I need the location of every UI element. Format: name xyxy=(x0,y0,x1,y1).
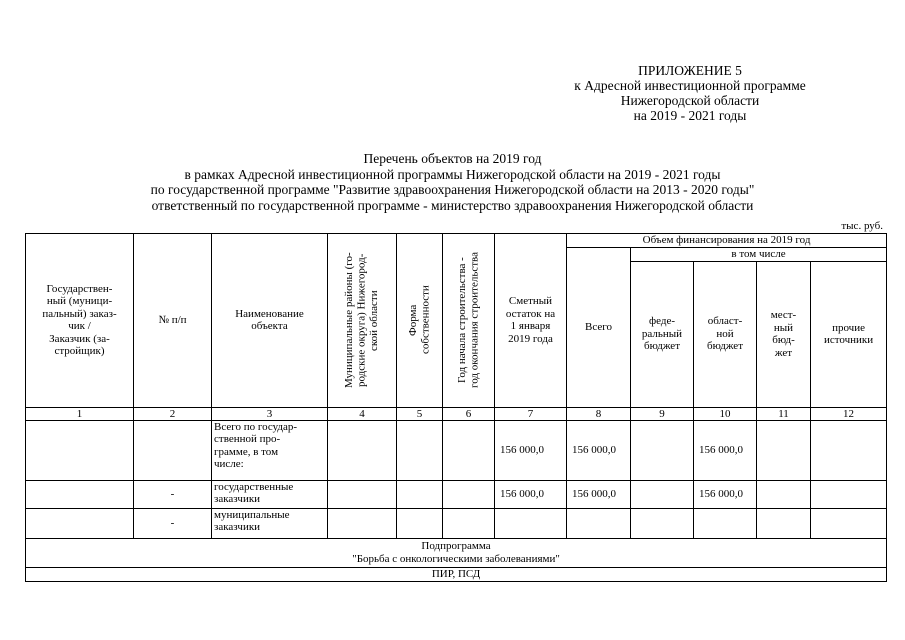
col-num-9: 9 xyxy=(631,407,694,420)
units-label: тыс. руб. xyxy=(841,220,883,232)
document-title xyxy=(40,151,865,213)
cell-customer xyxy=(26,480,134,508)
subprogram-line-2: "Борьба с онкологическими заболеваниями" xyxy=(352,552,560,565)
header-name: Наименование объекта xyxy=(212,234,328,408)
header-total: Всего xyxy=(567,247,631,407)
cell-federal xyxy=(631,508,694,538)
title-line-3: по государственной программе "Развитие здравоохранения Нижегородской области на 2013 - 2020 годы" xyxy=(150,182,755,197)
cell-years xyxy=(443,480,495,508)
cell-ownership xyxy=(397,480,443,508)
table-row xyxy=(26,420,887,480)
col-num-3: 3 xyxy=(212,407,328,420)
cell-name: государственные заказчики xyxy=(212,480,328,508)
subprogram-row xyxy=(26,538,887,567)
cell-customer xyxy=(26,508,134,538)
cell-regional: 156 000,0 xyxy=(694,480,757,508)
header-years: Год начала строительства - год окончания строительства xyxy=(443,234,495,408)
subprogram-heading xyxy=(26,538,887,567)
cell-district xyxy=(328,508,397,538)
appendix-line-3: Нижегородской области xyxy=(620,93,760,108)
cell-federal xyxy=(631,480,694,508)
cell-ownership xyxy=(397,420,443,480)
header-regional: област- ной бюджет xyxy=(694,261,757,407)
cell-name: Всего по государ- ственной про- грамме, в том числе: xyxy=(212,420,328,480)
col-num-11: 11 xyxy=(757,407,811,420)
cell-customer xyxy=(26,420,134,480)
col-num-8: 8 xyxy=(567,407,631,420)
appendix-line-1: ПРИЛОЖЕНИЕ 5 xyxy=(638,63,742,78)
header-financing: Объем финансирования на 2019 год xyxy=(567,234,887,248)
cell-local xyxy=(757,420,811,480)
cell-local xyxy=(757,508,811,538)
cell-total: 156 000,0 xyxy=(567,480,631,508)
cell-years xyxy=(443,508,495,538)
header-ownership: Форма собственности xyxy=(397,234,443,408)
col-num-5: 5 xyxy=(397,407,443,420)
header-balance: Сметный остаток на 1 января 2019 года xyxy=(495,234,567,408)
cell-total xyxy=(567,508,631,538)
cell-name: муниципальные заказчики xyxy=(212,508,328,538)
cell-district xyxy=(328,420,397,480)
title-line-2: в рамках Адресной инвестиционной программы Нижегородской области на 2019 - 2021 годы xyxy=(184,166,721,182)
cell-other xyxy=(811,480,887,508)
header-row-1 xyxy=(26,234,887,248)
cell-other xyxy=(811,508,887,538)
col-num-4: 4 xyxy=(328,407,397,420)
cell-balance: 156 000,0 xyxy=(495,480,567,508)
col-num-7: 7 xyxy=(495,407,567,420)
cell-federal xyxy=(631,420,694,480)
col-num-12: 12 xyxy=(811,407,887,420)
cell-num: - xyxy=(134,508,212,538)
cell-total: 156 000,0 xyxy=(567,420,631,480)
cell-regional: 156 000,0 xyxy=(694,420,757,480)
title-line-4: ответственный по государственной программе - министерство здравоохранения Нижегородской области xyxy=(151,197,754,213)
section-heading: ПИР, ПСД xyxy=(26,567,887,581)
subprogram-line-1: Подпрограмма xyxy=(421,539,491,552)
header-including: в том числе xyxy=(631,247,887,261)
cell-num: - xyxy=(134,480,212,508)
cell-district xyxy=(328,480,397,508)
header-customer: Государствен- ный (муници- пальный) заказ- чик / Заказчик (за- стройщик) xyxy=(26,234,134,408)
header-num: № п/п xyxy=(134,234,212,408)
objects-table xyxy=(25,233,887,582)
cell-balance: 156 000,0 xyxy=(495,420,567,480)
header-other: прочие источники xyxy=(811,261,887,407)
col-num-1: 1 xyxy=(26,407,134,420)
cell-balance xyxy=(495,508,567,538)
table-row xyxy=(26,508,887,538)
appendix-header xyxy=(540,63,840,123)
title-line-1: Перечень объектов на 2019 год xyxy=(363,151,542,166)
table-row xyxy=(26,480,887,508)
header-local: мест- ный бюд- жет xyxy=(757,261,811,407)
section-row xyxy=(26,567,887,581)
cell-years xyxy=(443,420,495,480)
cell-regional xyxy=(694,508,757,538)
column-numbers-row xyxy=(26,407,887,420)
col-num-10: 10 xyxy=(694,407,757,420)
col-num-2: 2 xyxy=(134,407,212,420)
header-federal: феде- ральный бюджет xyxy=(631,261,694,407)
cell-other xyxy=(811,420,887,480)
cell-ownership xyxy=(397,508,443,538)
appendix-line-4: на 2019 - 2021 годы xyxy=(633,108,747,123)
cell-local xyxy=(757,480,811,508)
col-num-6: 6 xyxy=(443,407,495,420)
cell-num xyxy=(134,420,212,480)
header-district: Муниципальные районы (го- родские округа) Нижегород- ской области xyxy=(328,234,397,408)
appendix-line-2: к Адресной инвестиционной программе xyxy=(574,78,806,93)
